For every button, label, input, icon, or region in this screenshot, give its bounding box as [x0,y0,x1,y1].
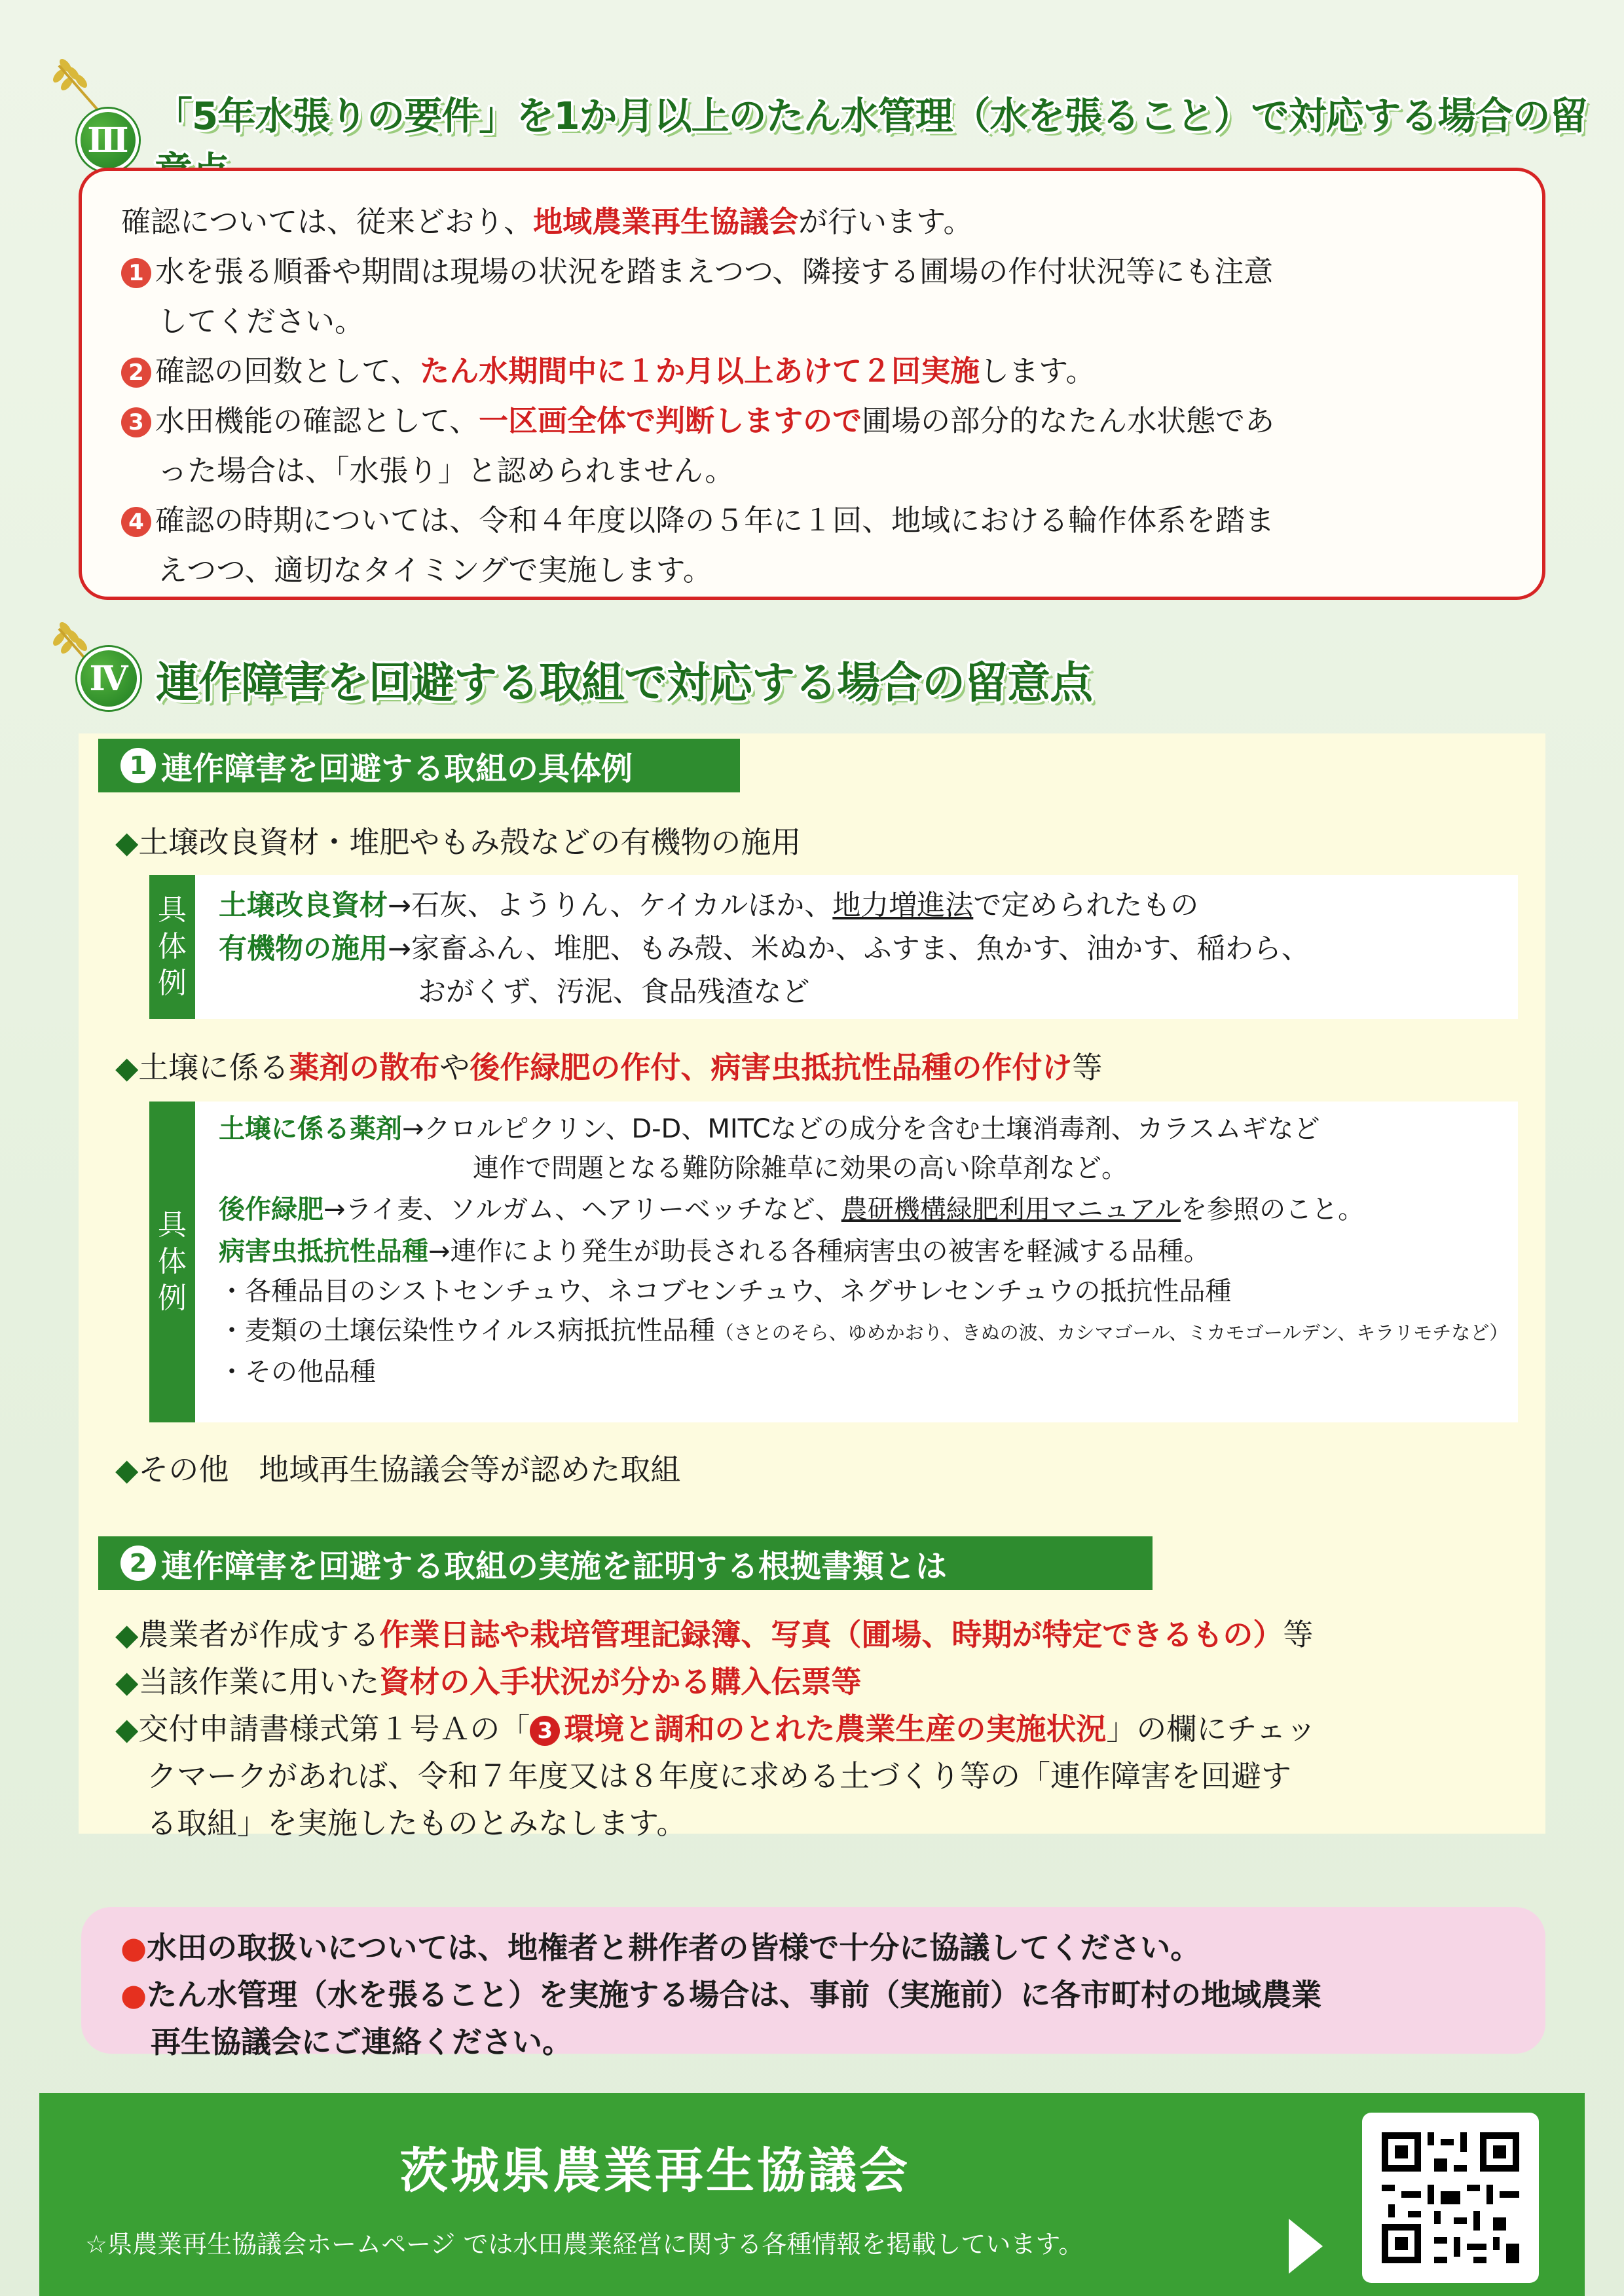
item-3: 3 水田機能の確認として、一区画全体で判断しますので圃場の部分的なたん水状態であ [121,396,1505,446]
circle-number: 1 [120,748,156,783]
section3-title: 「5年水張りの要件」を1か月以上のたん水管理（水を張ること）で対応する場合の留 [154,94,1587,138]
section4-numeral: Ⅳ [77,647,140,710]
variety-bullet-1: ・各種品目のシストセンチュウ、ネコブセンチュウ、ネグサレセンチュウの抵抗性品種 [219,1276,1232,1306]
example-resistant-variety: 病害虫抵抗性品種→連作により発生が助長される各種病害虫の被害を軽減する品種。 [219,1236,1210,1267]
homepage-note: ☆県農業再生協議会ホームページ では水田農業経営に関する各種情報を掲載しています。 [85,2230,1084,2259]
evidence-item-1: ◆農業者が作成する作業日誌や栽培管理記録簿、写真（圃場、時期が特定できるもの）等 [115,1617,1314,1652]
number-badge: 4 [121,507,151,537]
sub2-title: 連作障害を回避する取組の実施を証明する根拠書類とは [161,1547,948,1585]
diamond-icon: ◆ [115,1617,139,1652]
diamond-item-1: ◆土壌改良資材・堆肥やもみ殻などの有機物の施用 [115,824,802,860]
diamond-item-3: ◆その他 地域再生協議会等が認めた取組 [115,1452,681,1487]
diamond-icon: ◆ [115,1452,139,1487]
example-tag: 具 体 例 [149,875,195,1019]
bullet-icon: ● [120,1930,147,1965]
manual-link[interactable]: 農研機構緑肥利用マニュアル [841,1194,1181,1225]
variety-bullet-2: ・麦類の土壌伝染性ウイルス病抵抗性品種（さとのそら、ゆめかおり、きぬの波、カシマゴール、ミカモゴールデン、キラリモチなど） [219,1316,1509,1346]
diamond-icon: ◆ [115,1664,139,1699]
item-4-cont: えつつ、適切なタイミングで実施します。 [158,553,712,587]
section4-heading [77,647,1092,710]
water-filling-notes-box [79,168,1545,600]
example-pesticide-cont: 連作で問題となる難防除雑草に効果の高い除草剤など。 [473,1153,1128,1183]
organization-name: 茨城県農業再生協議会 [399,2143,910,2199]
sub2-title-bar [98,1536,1153,1590]
item-1-cont: してください。 [158,304,365,339]
diamond-icon: ◆ [115,1050,139,1085]
evidence-item-3-cont: クマークがあれば、令和７年度又は８年度に求める土づくり等の「連作障害を回避す [147,1758,1291,1794]
diamond-icon: ◆ [115,1711,139,1747]
example-organic: 有機物の施用→家畜ふん、堆肥、もみ殻、米ぬか、ふすま、魚かす、油かす、稲わら、 [219,933,1310,965]
item-2: 2 確認の回数として、たん水期間中に１か月以上あけて２回実施します。 [121,346,1505,396]
notice-box [81,1907,1545,2060]
notice-line-1: ●水田の取扱いについては、地権者と耕作者の皆様で十分に協議してください。 [120,1930,1201,1965]
item-1: 1 水を張る順番や期間は現場の状況を踏まえつつ、隣接する圃場の作付状況等にも注意 [121,247,1505,297]
number-badge: 2 [121,358,151,388]
item-3-cont: った場合は、「水張り」と認められません。 [158,453,735,488]
intro-line: 確認については、従来どおり、地域農業再生協議会が行います。 [121,204,973,239]
example-box-1 [149,875,1518,1019]
diamond-icon: ◆ [115,824,139,860]
number-badge: 3 [121,407,151,437]
number-badge: 1 [121,258,151,288]
variety-bullet-3: ・その他品種 [219,1357,376,1387]
example-pesticide: 土壌に係る薬剤→クロルピクリン、D-D、MITCなどの成分を含む土壌消毒剤、カラスムギなど [219,1114,1320,1144]
sub1-title: 連作障害を回避する取組の具体例 [161,750,633,787]
circle-number: 3 [530,1716,560,1746]
circle-number: 2 [120,1546,156,1581]
notice-line-3: 再生協議会にご連絡ください。 [151,2024,572,2060]
section3-numeral: Ⅲ [77,109,139,172]
footer [39,2093,1585,2296]
example-soil-amendment: 土壌改良資材→石灰、ようりん、ケイカルほか、地力増進法で定められたもの [219,889,1199,922]
qr-code-icon[interactable] [1362,2113,1539,2283]
arrow-right-icon [1289,2219,1323,2274]
section4-title: 連作障害を回避する取組で対応する場合の留意点 [156,657,1092,708]
notice-line-2: ●たん水管理（水を張ること）を実施する場合は、事前（実施前）に各市町村の地域農業 [120,1977,1322,2012]
evidence-item-3-cont2: る取組」を実施したものとみなします。 [147,1805,687,1841]
bullet-icon: ● [120,1977,147,2012]
example-tag: 具 体 例 [149,1102,195,1422]
example-box-2 [149,1102,1518,1422]
evidence-item-2: ◆当該作業に用いた資材の入手状況が分かる購入伝票等 [115,1664,862,1699]
diamond-item-2: ◆土壌に係る薬剤の散布や後作緑肥の作付、病害虫抵抗性品種の作付け等 [115,1050,1103,1085]
sub1-title-bar [98,739,740,792]
item-4: 4 確認の時期については、令和４年度以降の５年に１回、地域における輪作体系を踏ま [121,496,1505,546]
evidence-list [115,1611,1316,1847]
law-link[interactable]: 地力増進法 [832,889,974,922]
example-organic-cont: おがくず、汚泥、食品残渣など [418,976,810,1009]
evidence-item-3: ◆交付申請書様式第１号Ａの「 3 環境と調和のとれた農業生産の実施状況」の欄にチェッ [115,1711,1317,1747]
example-green-manure: 後作緑肥→ライ麦、ソルガム、ヘアリーベッチなど、農研機構緑肥利用マニュアルを参照のこと。 [219,1194,1365,1225]
